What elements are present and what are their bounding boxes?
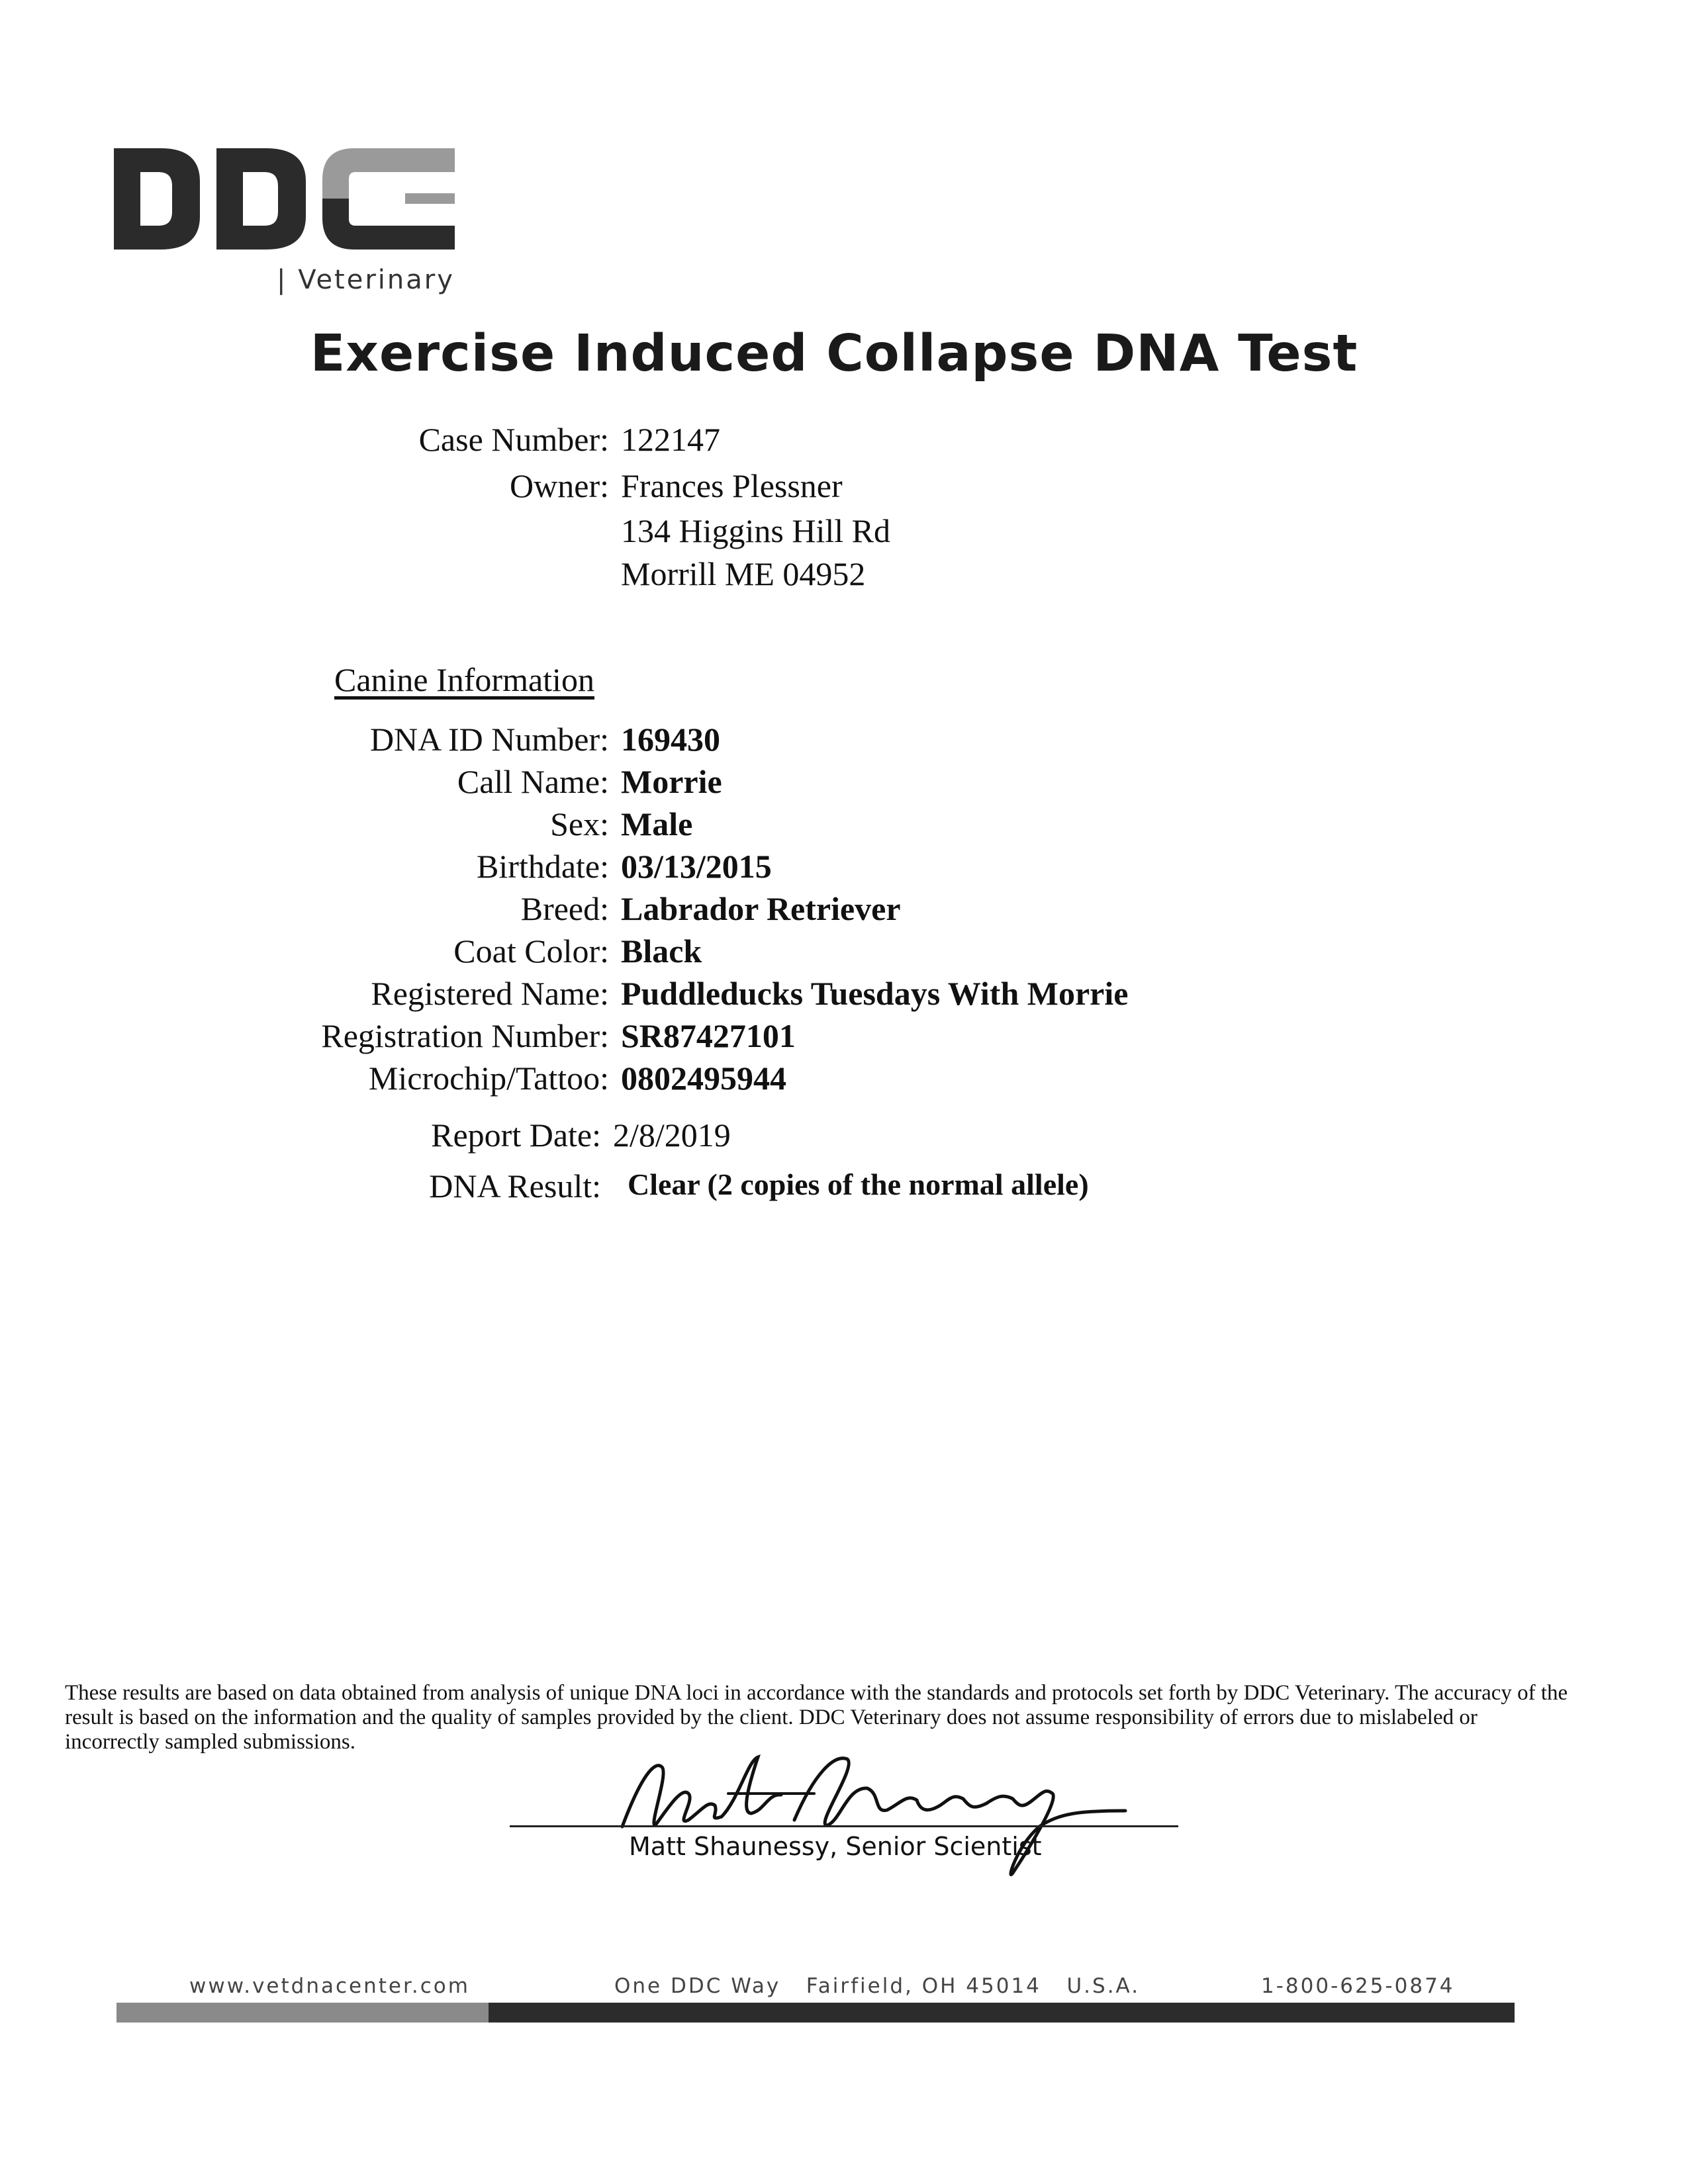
- field-label: Registration Number:: [321, 1017, 609, 1054]
- coat-color-value: Black: [621, 933, 702, 970]
- signature-line: [510, 1825, 1178, 1827]
- field-label: Call Name:: [457, 763, 609, 800]
- breed-value: Labrador Retriever: [621, 890, 901, 927]
- owner-label: Owner:: [510, 467, 609, 504]
- logo-subtitle: | Veterinary: [277, 265, 455, 295]
- report-date-value: 2/8/2019: [613, 1116, 731, 1154]
- footer-phone: 1-800-625-0874: [1261, 1974, 1455, 1998]
- footer-bar-light: [117, 2003, 489, 2023]
- canine-information-heading: Canine Information: [334, 661, 594, 698]
- footer-website: www.vetdnacenter.com: [189, 1974, 470, 1998]
- owner-address-line-1: 134 Higgins Hill Rd: [621, 512, 890, 549]
- field-label: Registered Name:: [371, 975, 609, 1012]
- dna-result-label: DNA Result:: [429, 1167, 601, 1205]
- case-number-value: 122147: [621, 421, 720, 458]
- footer-address: One DDC Way Fairfield, OH 45014 U.S.A.: [614, 1974, 1141, 1998]
- sex-value: Male: [621, 805, 693, 842]
- page-title: Exercise Induced Collapse DNA Test: [310, 324, 1358, 383]
- dna-result-value: Clear (2 copies of the normal allele): [628, 1167, 1089, 1201]
- field-label: Sex:: [550, 805, 609, 842]
- field-label: Microchip/Tattoo:: [368, 1060, 609, 1097]
- dna-id-value: 169430: [621, 721, 720, 758]
- call-name-value: Morrie: [621, 763, 722, 800]
- owner-name: Frances Plessner: [621, 467, 843, 504]
- case-number-label: Case Number:: [418, 421, 609, 458]
- signatory-name: Matt Shaunessy, Senior Scientist: [629, 1832, 1042, 1861]
- field-label: Breed:: [520, 890, 609, 927]
- birthdate-value: 03/13/2015: [621, 848, 772, 885]
- owner-address-line-2: Morrill ME 04952: [621, 555, 866, 592]
- microchip-value: 0802495944: [621, 1060, 786, 1097]
- field-label: DNA ID Number:: [369, 721, 609, 758]
- field-label: Coat Color:: [453, 933, 609, 970]
- registration-number-value: SR87427101: [621, 1017, 796, 1054]
- report-date-label: Report Date:: [431, 1116, 601, 1154]
- footer-bar-dark: [489, 2003, 1515, 2023]
- disclaimer-text: These results are based on data obtained from analysis of unique DNA loci in accordance with the standards and protocols set forth by DDC Veterinary. The accuracy of the result is based on the information and the quality of samples provided by the client. DDC Veterinary does not assume responsibility of errors due to mislabeled or incorrectly sampled submissions.: [65, 1681, 1568, 1754]
- field-label: Birthdate:: [477, 848, 609, 885]
- registered-name-value: Puddleducks Tuesdays With Morrie: [621, 975, 1129, 1012]
